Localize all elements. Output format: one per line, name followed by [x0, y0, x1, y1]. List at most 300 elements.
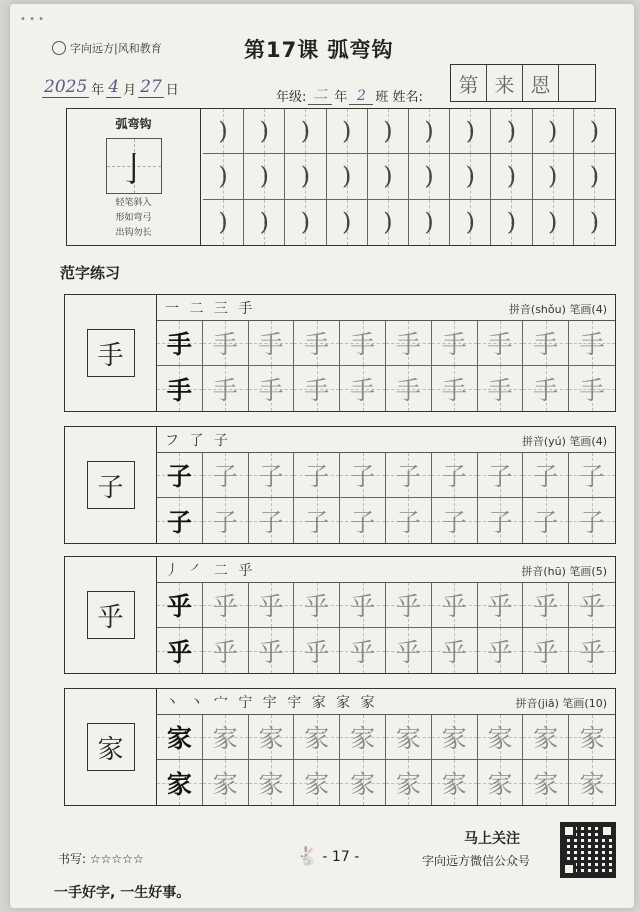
- written-character: 手: [166, 330, 192, 359]
- stroke-order-row: [157, 295, 615, 321]
- stroke-practice-cell: [409, 154, 450, 199]
- written-character: 家: [395, 769, 421, 799]
- name-box: [450, 64, 596, 102]
- stroke-practice-cell: [533, 200, 574, 245]
- character-grid: [157, 715, 615, 805]
- practice-cell: [523, 366, 569, 411]
- practice-cell: [569, 628, 615, 673]
- practice-cell: [249, 760, 295, 805]
- written-character: 子: [212, 507, 238, 537]
- character-block: [64, 294, 616, 412]
- name-char: 来: [487, 65, 523, 101]
- practice-cell: [478, 321, 524, 366]
- written-character: 家: [350, 724, 376, 753]
- stroke-info: [67, 109, 201, 245]
- stroke-glyph: ): [218, 117, 228, 146]
- stroke-practice-cell: [491, 200, 532, 245]
- written-character: 手: [304, 375, 330, 405]
- model-character: 子: [87, 461, 135, 509]
- date-year: 2025: [44, 77, 88, 97]
- practice-cell: [523, 453, 569, 498]
- written-character: 手: [441, 375, 467, 405]
- stroke-glyph: ): [342, 117, 352, 146]
- character-display: [65, 295, 157, 411]
- written-character: 子: [579, 462, 605, 491]
- written-character: 家: [166, 769, 192, 799]
- character-meta: [509, 301, 607, 317]
- written-character: 家: [166, 724, 192, 753]
- written-character: 子: [304, 462, 330, 491]
- written-character: 乎: [441, 637, 467, 667]
- practice-cell: [340, 498, 386, 543]
- stroke-glyph: ): [383, 162, 393, 191]
- written-character: 家: [441, 769, 467, 799]
- practice-cell: [340, 715, 386, 760]
- stroke-glyph: ): [300, 208, 311, 237]
- decorative-dots: • • •: [20, 14, 45, 25]
- grade-class-line: [276, 84, 423, 105]
- practice-cell: [340, 453, 386, 498]
- practice-cell: [294, 321, 340, 366]
- qr-code-icon: [560, 822, 616, 878]
- date-month: 4: [108, 77, 120, 97]
- stroke-glyph: ): [259, 117, 269, 146]
- practice-cell: [203, 715, 249, 760]
- practice-cell: [203, 583, 249, 628]
- stroke-glyph: ): [424, 162, 434, 191]
- written-character: 乎: [533, 637, 559, 667]
- stroke-tip: 轻笔斜入: [115, 198, 152, 208]
- date-month-unit: 月: [123, 83, 137, 98]
- character-practice-area: [157, 427, 615, 543]
- stroke-order: 丿 ㇒ 二 乎: [165, 562, 256, 579]
- written-character: 家: [533, 724, 559, 753]
- written-character: 子: [533, 462, 559, 491]
- stroke-glyph: ): [465, 208, 475, 237]
- practice-cell: [340, 583, 386, 628]
- name-char: 恩: [523, 65, 559, 101]
- class-value: 2: [349, 88, 373, 105]
- practice-cell: [294, 498, 340, 543]
- stroke-practice-cell: [285, 109, 326, 154]
- practice-cell: [432, 453, 478, 498]
- practice-cell: [523, 628, 569, 673]
- written-character: 手: [212, 375, 238, 405]
- written-character: 乎: [350, 592, 376, 621]
- practice-cell: [569, 760, 615, 805]
- practice-cell: [249, 583, 295, 628]
- practice-cell: [523, 321, 569, 366]
- stroke-practice-cell: [327, 154, 368, 199]
- grade-unit: 年: [334, 90, 348, 105]
- practice-cell: [386, 583, 432, 628]
- practice-cell: [340, 321, 386, 366]
- practice-cell: [386, 498, 432, 543]
- written-character: 家: [533, 769, 559, 799]
- written-character: 乎: [395, 592, 421, 621]
- model-cell: [157, 715, 203, 760]
- stroke-practice-cell: [574, 109, 615, 154]
- stroke-glyph: ): [465, 162, 475, 191]
- follow-subtitle: 字向远方微信公众号: [422, 854, 531, 868]
- stroke-glyph: ): [506, 162, 517, 191]
- written-character: 子: [579, 507, 605, 537]
- pinyin-label: 拼音(yú): [521, 435, 566, 448]
- stroke-glyph: ): [424, 208, 434, 237]
- written-character: 乎: [487, 637, 513, 667]
- stroke-demo-box: [106, 138, 162, 194]
- practice-cell: [478, 366, 524, 411]
- written-character: 乎: [395, 637, 421, 667]
- written-character: 子: [166, 462, 192, 491]
- character-practice-area: [157, 689, 615, 805]
- written-character: 手: [533, 375, 559, 405]
- character-grid: [157, 453, 615, 543]
- written-character: 子: [533, 507, 559, 537]
- written-character: 家: [487, 769, 513, 799]
- practice-cell: [249, 715, 295, 760]
- practice-cell: [340, 628, 386, 673]
- practice-cell: [523, 760, 569, 805]
- practice-cell: [386, 628, 432, 673]
- stroke-glyph: ): [589, 117, 600, 146]
- stroke-glyph: ): [465, 117, 475, 146]
- written-character: 乎: [579, 637, 605, 667]
- practice-cell: [294, 628, 340, 673]
- stroke-glyph: ): [259, 162, 269, 191]
- practice-cell: [523, 498, 569, 543]
- written-character: 手: [395, 375, 421, 405]
- practice-cell: [294, 366, 340, 411]
- written-character: 手: [395, 330, 421, 359]
- writing-label: 书写:: [58, 852, 87, 866]
- model-cell: [157, 366, 203, 411]
- practice-cell: [203, 760, 249, 805]
- practice-cell: [523, 583, 569, 628]
- practice-cell: [203, 321, 249, 366]
- page-number-area: [296, 846, 359, 867]
- model-cell: [157, 498, 203, 543]
- stroke-glyph: ): [506, 208, 517, 237]
- written-character: 手: [304, 330, 330, 359]
- character-meta: [515, 695, 607, 711]
- stroke-tip: 形如弯弓: [115, 213, 152, 223]
- stroke-glyph: ): [342, 162, 352, 191]
- written-character: 家: [212, 769, 238, 799]
- stroke-practice-cell: [450, 109, 491, 154]
- model-cell: [157, 321, 203, 366]
- follow-prompt: [422, 828, 530, 869]
- pinyin-label: 拼音(jiā): [515, 697, 559, 710]
- practice-cell: [432, 583, 478, 628]
- written-character: 乎: [166, 592, 192, 621]
- practice-cell: [569, 715, 615, 760]
- character-grid: [157, 583, 615, 673]
- practice-cell: [523, 715, 569, 760]
- practice-cell: [432, 321, 478, 366]
- stroke-glyph: ): [589, 208, 600, 237]
- stroke-practice-cell: [409, 109, 450, 154]
- written-character: 乎: [166, 637, 192, 667]
- practice-cell: [432, 498, 478, 543]
- written-character: 手: [579, 375, 605, 405]
- stroke-practice-cell: [574, 154, 615, 199]
- stroke-practice-cell: [327, 200, 368, 245]
- stroke-practice-cell: [244, 200, 285, 245]
- stroke-practice-cell: [244, 154, 285, 199]
- practice-cell: [569, 498, 615, 543]
- written-character: 家: [579, 769, 605, 799]
- written-character: 乎: [350, 637, 376, 667]
- practice-cell: [386, 453, 432, 498]
- written-character: 手: [533, 330, 559, 359]
- stroke-practice-panel: [66, 108, 616, 246]
- stroke-order: フ 了 子: [165, 432, 231, 449]
- written-character: 乎: [212, 637, 238, 667]
- written-character: 子: [395, 462, 421, 491]
- written-character: 子: [441, 507, 467, 537]
- stroke-order-row: [157, 427, 615, 453]
- practice-cell: [478, 715, 524, 760]
- written-character: 手: [258, 375, 284, 405]
- written-character: 家: [487, 724, 513, 753]
- model-character: 手: [87, 329, 135, 377]
- character-display: [65, 689, 157, 805]
- rabbit-icon: 🐇: [296, 846, 319, 867]
- model-cell: [157, 583, 203, 628]
- practice-cell: [249, 453, 295, 498]
- written-character: 子: [487, 462, 513, 491]
- stroke-glyph: ): [589, 162, 600, 191]
- stroke-glyph: ): [506, 117, 517, 146]
- stroke-glyph: ): [548, 117, 558, 146]
- character-block: [64, 426, 616, 544]
- character-display: [65, 427, 157, 543]
- practice-cell: [569, 321, 615, 366]
- character-block: [64, 556, 616, 674]
- written-character: 手: [487, 375, 513, 405]
- written-character: 手: [579, 330, 605, 359]
- date-line: [42, 77, 179, 98]
- pinyin-label: 拼音(shǒu): [508, 303, 566, 316]
- stroke-practice-cell: [244, 109, 285, 154]
- practice-cell: [569, 453, 615, 498]
- character-grid: [157, 321, 615, 411]
- practice-cell: [478, 760, 524, 805]
- stroke-practice-cell: [574, 200, 615, 245]
- practice-cell: [249, 366, 295, 411]
- date-day-unit: 日: [165, 83, 179, 98]
- practice-cell: [294, 453, 340, 498]
- stroke-order: 丶 丶 宀 宁 宇 宇 家 家 家: [165, 694, 378, 711]
- written-character: 手: [212, 330, 238, 359]
- stroke-name: 弧弯钩: [115, 117, 152, 131]
- date-year-unit: 年: [91, 83, 105, 98]
- written-character: 手: [166, 375, 192, 405]
- practice-cell: [249, 628, 295, 673]
- written-character: 手: [350, 375, 376, 405]
- practice-cell: [203, 453, 249, 498]
- stroke-tip: 出钩勿长: [115, 228, 152, 238]
- written-character: 乎: [212, 592, 238, 621]
- practice-cell: [478, 498, 524, 543]
- stroke-practice-cell: [327, 109, 368, 154]
- stroke-practice-cell: [533, 109, 574, 154]
- stroke-order: 一 二 三 手: [165, 300, 256, 317]
- stroke-glyph: ): [218, 208, 228, 237]
- page-title: 第17课 弧弯钩: [244, 38, 394, 62]
- practice-cell: [432, 366, 478, 411]
- stroke-glyph: ): [383, 117, 393, 146]
- stroke-glyph: ): [548, 162, 558, 191]
- stroke-glyph: ): [259, 208, 269, 237]
- model-character: 家: [87, 723, 135, 771]
- stroke-demo-glyph: 亅: [116, 149, 151, 190]
- stroke-practice-grid: [203, 109, 615, 245]
- character-block: [64, 688, 616, 806]
- written-character: 子: [166, 507, 192, 537]
- stroke-practice-cell: [368, 200, 409, 245]
- stroke-practice-cell: [368, 154, 409, 199]
- written-character: 家: [304, 724, 330, 753]
- written-character: 子: [304, 507, 330, 537]
- character-practice-area: [157, 295, 615, 411]
- practice-cell: [386, 366, 432, 411]
- practice-cell: [569, 366, 615, 411]
- practice-cell: [249, 321, 295, 366]
- rating-stars: ☆☆☆☆☆: [89, 852, 144, 866]
- written-character: 乎: [487, 592, 513, 621]
- practice-cell: [249, 498, 295, 543]
- written-character: 子: [212, 462, 238, 491]
- written-character: 乎: [258, 637, 284, 667]
- stroke-count-label: 笔画(5): [569, 565, 607, 578]
- stroke-glyph: ): [218, 162, 228, 191]
- stroke-glyph: ): [383, 208, 393, 237]
- brand-header: [52, 40, 162, 56]
- stroke-order-row: [157, 689, 615, 715]
- practice-cell: [386, 321, 432, 366]
- date-day: 27: [140, 77, 162, 97]
- practice-cell: [432, 760, 478, 805]
- written-character: 乎: [441, 592, 467, 621]
- character-meta: [522, 433, 607, 449]
- page-number: - 17 -: [322, 848, 360, 865]
- practice-cell: [340, 366, 386, 411]
- stroke-practice-cell: [533, 154, 574, 199]
- written-character: 子: [258, 507, 284, 537]
- written-character: 乎: [304, 592, 330, 621]
- stroke-practice-cell: [285, 154, 326, 199]
- pinyin-label: 拼音(hū): [521, 565, 566, 578]
- model-cell: [157, 760, 203, 805]
- written-character: 家: [441, 724, 467, 753]
- written-character: 子: [258, 462, 284, 491]
- stroke-practice-cell: [450, 200, 491, 245]
- practice-cell: [203, 628, 249, 673]
- practice-cell: [294, 715, 340, 760]
- practice-cell: [478, 628, 524, 673]
- stroke-count-label: 笔画(4): [569, 435, 607, 448]
- stroke-practice-cell: [285, 200, 326, 245]
- stroke-practice-cell: [368, 109, 409, 154]
- written-character: 子: [350, 507, 376, 537]
- worksheet-page: [10, 4, 634, 908]
- written-character: 乎: [304, 637, 330, 667]
- stroke-count-label: 笔画(10): [562, 697, 607, 710]
- written-character: 乎: [258, 592, 284, 621]
- written-character: 家: [579, 724, 605, 753]
- stroke-count-label: 笔画(4): [569, 303, 607, 316]
- stroke-glyph: ): [548, 208, 558, 237]
- grade-value: 二: [308, 84, 332, 105]
- stroke-glyph: ): [342, 208, 352, 237]
- practice-cell: [294, 583, 340, 628]
- written-character: 家: [395, 724, 421, 753]
- follow-title: 马上关注: [464, 831, 521, 847]
- slogan: 一手好字, 一生好事。: [54, 885, 191, 901]
- practice-cell: [432, 715, 478, 760]
- stroke-order-row: [157, 557, 615, 583]
- model-cell: [157, 628, 203, 673]
- stroke-practice-cell: [450, 154, 491, 199]
- practice-cell: [478, 583, 524, 628]
- practice-cell: [386, 760, 432, 805]
- written-character: 家: [350, 769, 376, 799]
- character-display: [65, 557, 157, 673]
- character-meta: [521, 563, 607, 579]
- practice-cell: [294, 760, 340, 805]
- written-character: 手: [441, 330, 467, 359]
- written-character: 子: [395, 507, 421, 537]
- character-practice-area: [157, 557, 615, 673]
- written-character: 家: [304, 769, 330, 799]
- stroke-practice-cell: [203, 109, 244, 154]
- practice-cell: [203, 366, 249, 411]
- practice-cell: [569, 583, 615, 628]
- written-character: 乎: [579, 592, 605, 621]
- written-character: 手: [487, 330, 513, 359]
- practice-cell: [340, 760, 386, 805]
- written-character: 家: [212, 724, 238, 753]
- stroke-practice-cell: [203, 154, 244, 199]
- written-character: 手: [258, 330, 284, 359]
- writing-rating: [58, 850, 144, 867]
- written-character: 手: [350, 330, 376, 359]
- model-character: 乎: [87, 591, 135, 639]
- section-title: 范字练习: [60, 264, 121, 282]
- written-character: 家: [258, 724, 284, 753]
- stroke-practice-cell: [491, 109, 532, 154]
- stroke-practice-cell: [409, 200, 450, 245]
- stroke-practice-cell: [203, 200, 244, 245]
- model-cell: [157, 453, 203, 498]
- name-char: [559, 65, 595, 101]
- practice-cell: [478, 453, 524, 498]
- practice-cell: [203, 498, 249, 543]
- class-name-label: 班 姓名:: [375, 90, 423, 105]
- written-character: 子: [487, 507, 513, 537]
- grade-label: 年级:: [276, 90, 307, 105]
- brand-logo-icon: [52, 41, 66, 55]
- written-character: 子: [350, 462, 376, 491]
- stroke-glyph: ): [424, 117, 434, 146]
- stroke-glyph: ): [300, 117, 311, 146]
- written-character: 家: [258, 769, 284, 799]
- written-character: 子: [441, 462, 467, 491]
- name-char: 第: [451, 65, 487, 101]
- practice-cell: [386, 715, 432, 760]
